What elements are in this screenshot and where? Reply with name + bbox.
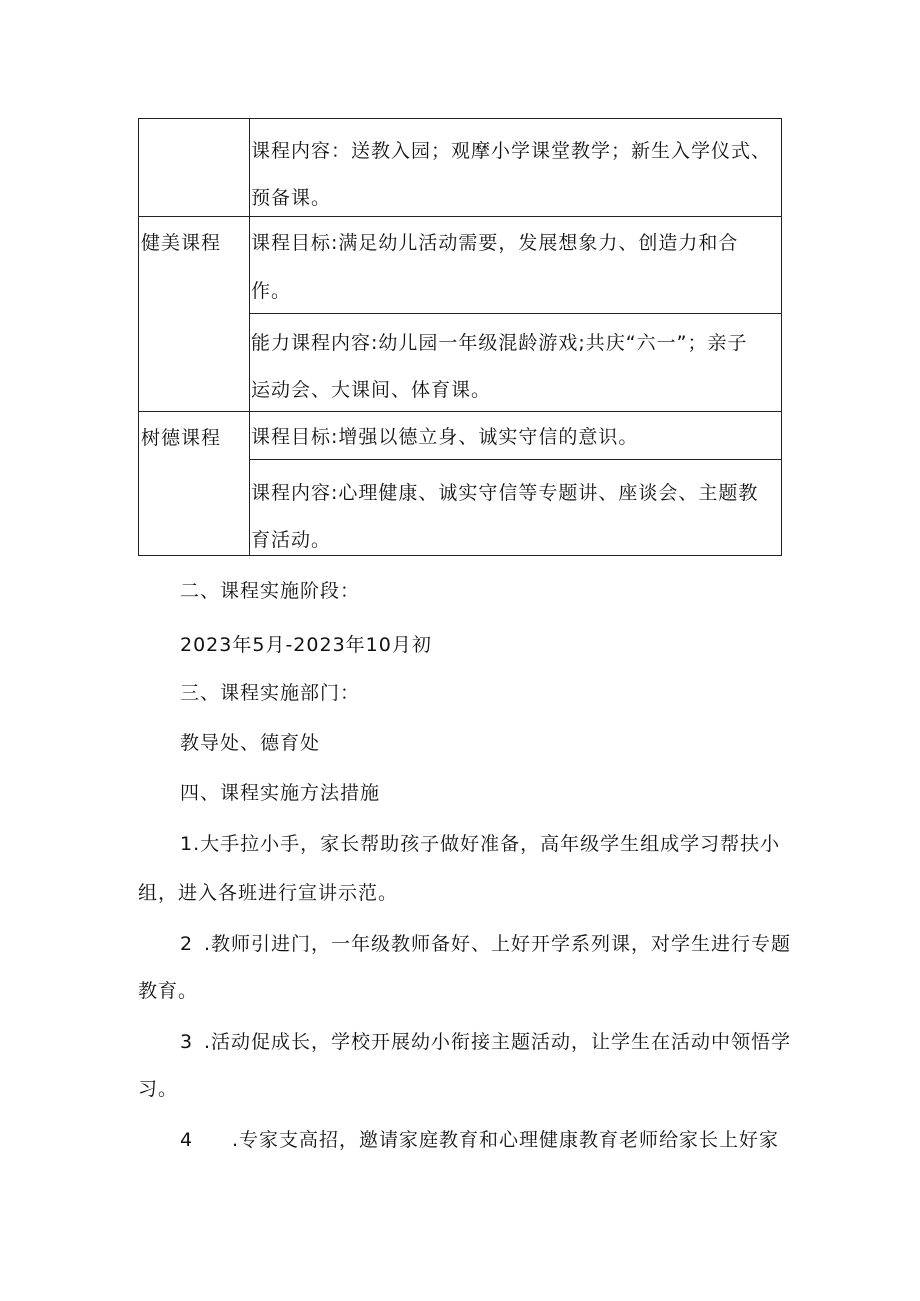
paragraph-line: .教师引进门，一年级教师备好、上好开学系列课，对学生进行专题 xyxy=(204,933,792,955)
curriculum-table xyxy=(138,118,782,556)
table-row-divider xyxy=(249,313,781,314)
row-label-jianmei: 健美课程 xyxy=(141,232,222,254)
paragraph-line: .活动促成长，学校开展幼小衔接主题活动，让学生在活动中领悟学 xyxy=(204,1031,792,1053)
table-cell-line: 课程内容:心理健康、诚实守信等专题讲、座谈会、主题教 xyxy=(251,482,759,504)
table-cell-line: 能力课程内容:幼儿园一年级混龄游戏;共庆“六一”；亲子 xyxy=(251,332,748,354)
table-cell-line: 课程内容：送教入园；观摩小学课堂教学；新生入学仪式、 xyxy=(251,140,772,162)
table-cell-line: 作。 xyxy=(251,280,292,302)
table-cell-line: 预备课。 xyxy=(251,187,332,209)
table-cell-line: 育活动。 xyxy=(251,529,332,551)
section-content: 2023年5月-2023年10月初 xyxy=(180,634,432,656)
table-row-divider xyxy=(139,216,781,217)
item-number: 2 xyxy=(180,933,194,955)
section-heading: 三、课程实施部门： xyxy=(180,682,361,704)
table-cell-line: 运动会、大课间、体育课。 xyxy=(251,379,492,401)
row-label-shude: 树德课程 xyxy=(141,427,222,449)
item-number: 4 xyxy=(180,1129,194,1151)
section-heading: 二、课程实施阶段： xyxy=(180,580,361,602)
paragraph-line: 组，进入各班进行宣讲示范。 xyxy=(138,882,399,904)
section-heading: 四、课程实施方法措施 xyxy=(180,782,381,804)
paragraph-line: .专家支高招，邀请家庭教育和心理健康教育老师给家长上好家 xyxy=(232,1129,780,1151)
paragraph-line: 习。 xyxy=(138,1078,179,1100)
section-content: 教导处、德育处 xyxy=(180,732,321,754)
paragraph-line: 教育。 xyxy=(138,980,199,1002)
paragraph-line: 1.大手拉小手，家长帮助孩子做好准备，高年级学生组成学习帮扶小 xyxy=(180,833,781,855)
item-number: 3 xyxy=(180,1031,194,1053)
table-column-divider xyxy=(249,119,250,555)
table-cell-line: 课程目标:增强以德立身、诚实守信的意识。 xyxy=(251,426,639,448)
table-cell-line: 课程目标:满足幼儿活动需要，发展想象力、创造力和合 xyxy=(251,232,739,254)
